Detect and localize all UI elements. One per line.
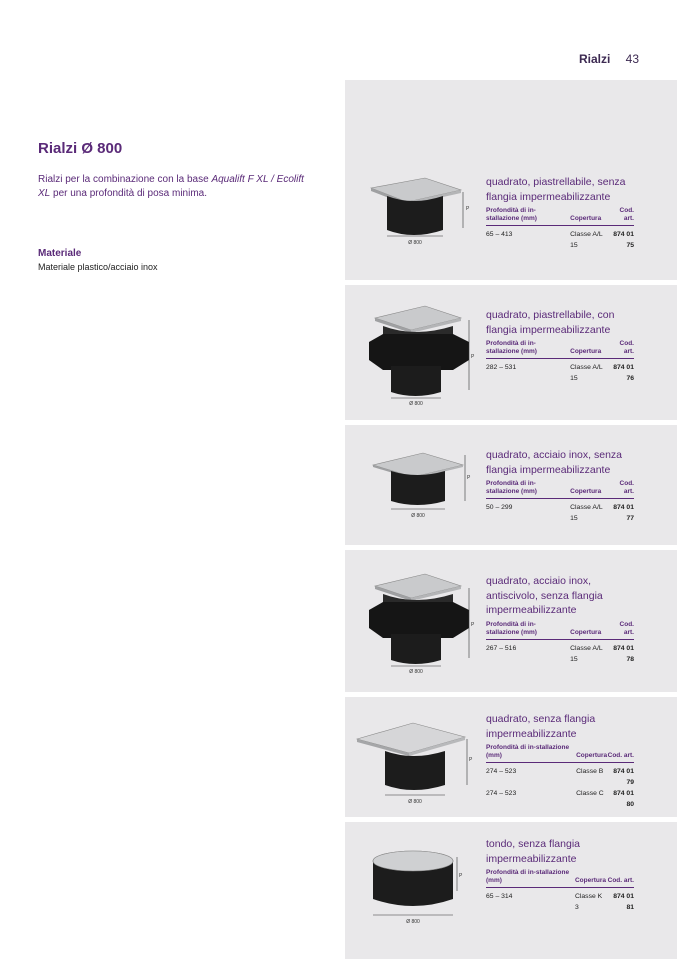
col-code: Cod. art.	[607, 744, 634, 763]
page-title: Rialzi Ø 800	[38, 140, 123, 157]
spec-table	[486, 207, 634, 251]
product-image	[353, 847, 478, 942]
product-info	[486, 175, 636, 251]
col-depth: Profondità di in-stallazione (mm)	[486, 869, 571, 888]
table-row: 65 – 314 Classe K 3 874 01 81	[486, 893, 634, 911]
product-card	[345, 80, 677, 280]
page-header	[579, 52, 639, 66]
table-row: 274 – 523 Classe B 874 01 79	[486, 768, 634, 786]
col-code: Cod. art.	[609, 340, 634, 359]
col-depth: Profondità di in-stallazione (mm)	[486, 340, 566, 359]
spec-table	[486, 869, 634, 913]
table-row: 282 – 531 Classe A/L 15 874 01 76	[486, 364, 634, 382]
product-info	[486, 712, 636, 810]
product-card	[345, 285, 677, 420]
col-cover: Copertura	[566, 340, 608, 359]
diameter-label: Ø 800	[408, 240, 422, 246]
spec-table	[486, 621, 634, 665]
product-title: quadrato, acciaio inox, antiscivolo, senza flangia impermeabilizzante	[486, 575, 603, 616]
product-info	[486, 574, 636, 665]
col-cover: Copertura	[572, 744, 607, 763]
product-title: tondo, senza flangia impermeabilizzante	[486, 838, 580, 865]
diameter-label: Ø 800	[409, 401, 423, 407]
height-label: P	[471, 354, 475, 360]
product-info	[486, 448, 636, 524]
product-image	[353, 568, 478, 683]
intro-text: Rialzi per la combinazione con la base Aqualift F XL / Ecolift XL per una profondità di posa minima.	[38, 174, 304, 199]
col-cover: Copertura	[571, 869, 607, 888]
product-title: quadrato, piastrellabile, senza flangia impermeabilizzante	[486, 176, 626, 203]
intro-column	[38, 140, 308, 272]
col-code: Cod. art.	[609, 207, 634, 226]
height-label: P	[471, 622, 475, 628]
spec-table	[486, 744, 634, 810]
material-heading: Materiale	[38, 248, 82, 259]
col-code: Cod. art.	[607, 869, 634, 888]
height-label: P	[459, 873, 463, 879]
col-depth: Profondità di in-stallazione (mm)	[486, 207, 566, 226]
material-text: Materiale plastico/acciaio inox	[38, 262, 158, 272]
product-names: Aqualift F XL / Ecolift XL	[38, 174, 304, 199]
diameter-label: Ø 800	[411, 513, 425, 519]
diameter-label: Ø 800	[409, 669, 423, 675]
height-label: P	[467, 475, 471, 481]
section-title: Rialzi	[578, 52, 611, 66]
product-title: quadrato, senza flangia impermeabilizzante	[486, 713, 596, 740]
product-image	[353, 300, 478, 415]
diameter-label: Ø 800	[408, 799, 422, 805]
spec-table	[486, 340, 634, 384]
table-row: 267 – 516 Classe A/L 15 874 01 78	[486, 644, 634, 663]
table-row: 65 – 413 Classe A/L 15 874 01 75	[486, 231, 634, 249]
height-label: P	[469, 757, 473, 763]
product-card	[345, 425, 677, 545]
spec-table	[486, 480, 634, 524]
table-row: 50 – 299 Classe A/L 15 874 01 77	[486, 504, 634, 522]
col-cover: Copertura	[566, 480, 608, 499]
product-card	[345, 822, 677, 959]
height-label: P	[466, 206, 470, 212]
product-title: quadrato, acciaio inox, senza flangia impermeabilizzante	[486, 449, 623, 476]
product-card	[345, 550, 677, 692]
table-row: 274 – 523 Classe C 874 01 80	[486, 790, 634, 808]
col-code: Cod. art.	[609, 480, 634, 499]
col-code: Cod. art.	[609, 621, 634, 640]
diameter-label: Ø 800	[406, 919, 420, 925]
col-cover: Copertura	[566, 207, 608, 226]
product-info	[486, 837, 636, 913]
product-image	[353, 443, 478, 528]
col-depth: Profondità di in-stallazione (mm)	[486, 744, 572, 763]
product-info	[486, 308, 636, 384]
col-depth: Profondità di in-stallazione (mm)	[486, 480, 566, 499]
col-depth: Profondità di in-stallazione (mm)	[486, 621, 566, 640]
col-cover: Copertura	[566, 621, 608, 640]
product-title: quadrato, piastrellabile, con flangia impermeabilizzante	[486, 309, 615, 336]
page-number: 43	[625, 52, 639, 66]
product-image	[353, 170, 478, 255]
product-image	[353, 715, 478, 810]
product-card	[345, 697, 677, 817]
